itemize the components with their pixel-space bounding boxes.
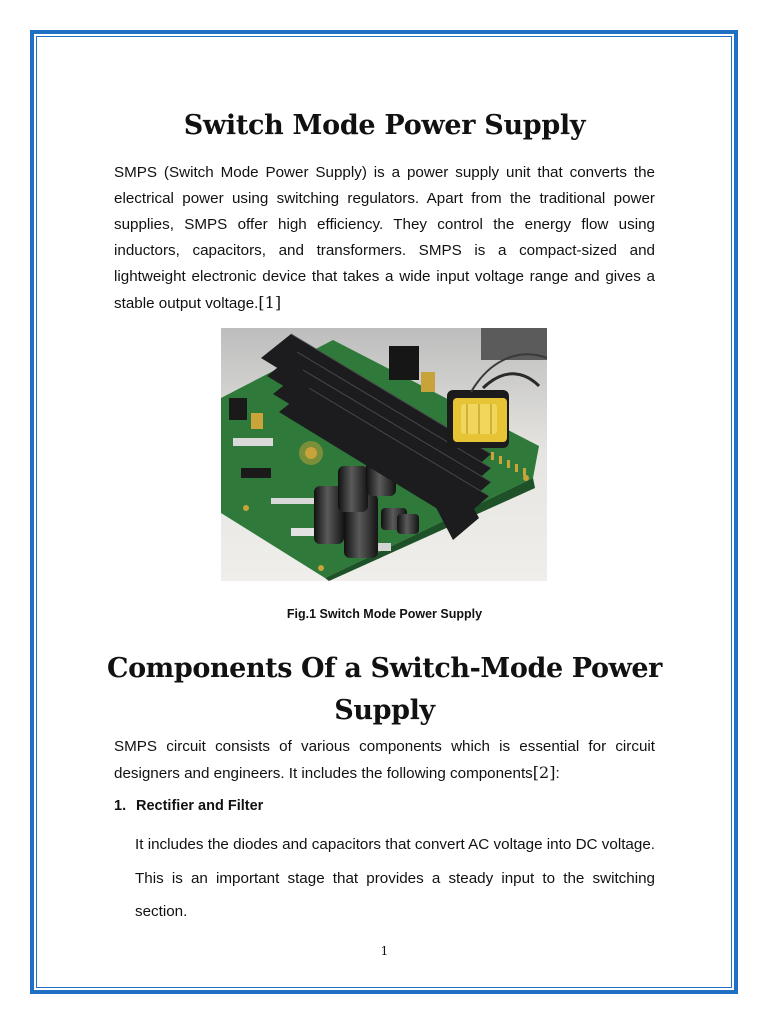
section-citation: [2] [532, 763, 556, 782]
section-heading: Components Of a Switch-Mode Power Supply [106, 653, 663, 726]
list-item-title: Rectifier and Filter [136, 798, 264, 814]
intro-citation: [1] [258, 293, 282, 312]
section-intro-paragraph [114, 734, 655, 787]
list-item-text: It includes the diodes and capacitors that convert AC voltage into DC voltage. This is an important stage that provides a steady input to the switching section. [135, 836, 655, 920]
list-item-number: 1. [114, 798, 127, 814]
intro-text: SMPS (Switch Mode Power Supply) is a power supply unit that converts the electrical power using switching regulators. Apart from the traditional power supplies, SMPS offer high efficiency. They control the energy flow using inductors, capacitors, and transformers. SMPS is a compact-sized and lightweight electronic device that takes a wide input voltage range and gives a stable output voltage. [114, 164, 655, 312]
intro-paragraph [114, 160, 655, 317]
page-title: Switch Mode Power Supply [183, 110, 586, 141]
smps-circuit-board-photo [221, 328, 547, 581]
figure-caption: Fig.1 Switch Mode Power Supply [286, 607, 483, 621]
section-intro-end: : [555, 765, 560, 782]
list-item-heading [114, 798, 263, 814]
section-intro-text: SMPS circuit consists of various components which is essential for circuit designers and engineers. It includes the following components [114, 738, 655, 782]
page-number: 1 [380, 944, 389, 958]
